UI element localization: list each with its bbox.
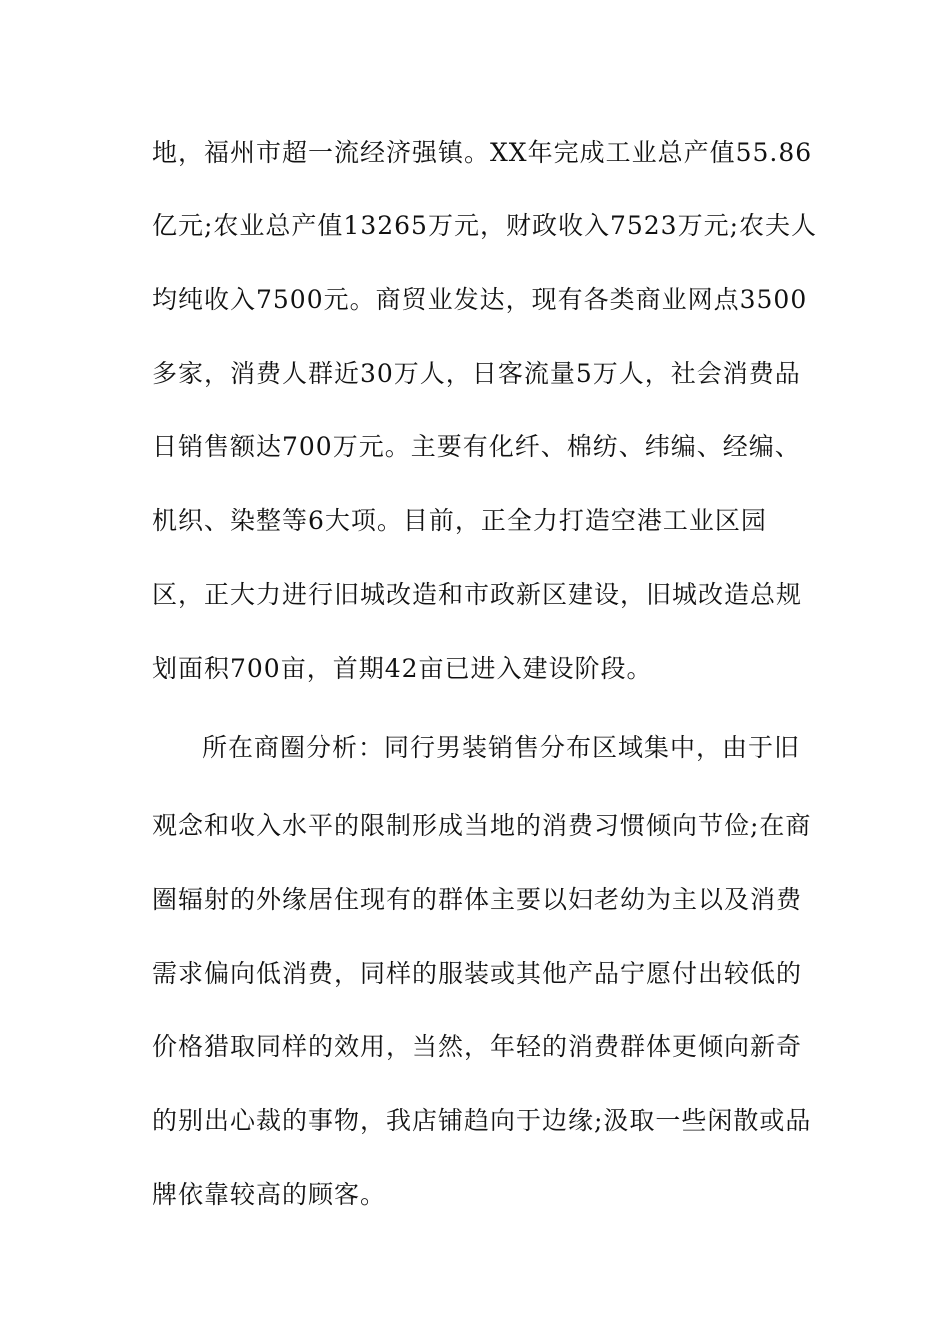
text-line: 机织、染整等6大项。目前，正全力打造空港工业区园 — [152, 506, 767, 535]
text-line: 价格猎取同样的效用，当然，年轻的消费群体更倾向新奇 — [152, 1032, 803, 1061]
text-line: 均纯收入7500元。商贸业发达，现有各类商业网点3500 — [152, 285, 808, 314]
text-line: 需求偏向低消费，同样的服装或其他产品宁愿付出较低的 — [152, 959, 803, 988]
text-line: 亿元;农业总产值13265万元，财政收入7523万元;农夫人 — [152, 211, 817, 240]
text-line: 所在商圈分析：同行男装销售分布区域集中，由于旧 — [202, 733, 801, 762]
text-line: 划面积700亩，首期42亩已进入建设阶段。 — [152, 654, 653, 683]
text-line: 多家，消费人群近30万人，日客流量5万人，社会消费品 — [152, 359, 801, 388]
text-line: 区，正大力进行旧城改造和市政新区建设，旧城改造总规 — [152, 580, 803, 609]
text-line: 圈辐射的外缘居住现有的群体主要以妇老幼为主以及消费 — [152, 885, 803, 914]
text-line: 日销售额达700万元。主要有化纤、棉纺、纬编、经编、 — [152, 432, 801, 461]
text-line: 地，福州市超一流经济强镇。XX年完成工业总产值55.86 — [152, 138, 813, 167]
text-line: 观念和收入水平的限制形成当地的消费习惯倾向节俭;在商 — [152, 811, 812, 840]
text-line: 的别出心裁的事物，我店铺趋向于边缘;汲取一些闲散或品 — [152, 1106, 812, 1135]
text-line: 牌依靠较高的顾客。 — [152, 1180, 387, 1209]
